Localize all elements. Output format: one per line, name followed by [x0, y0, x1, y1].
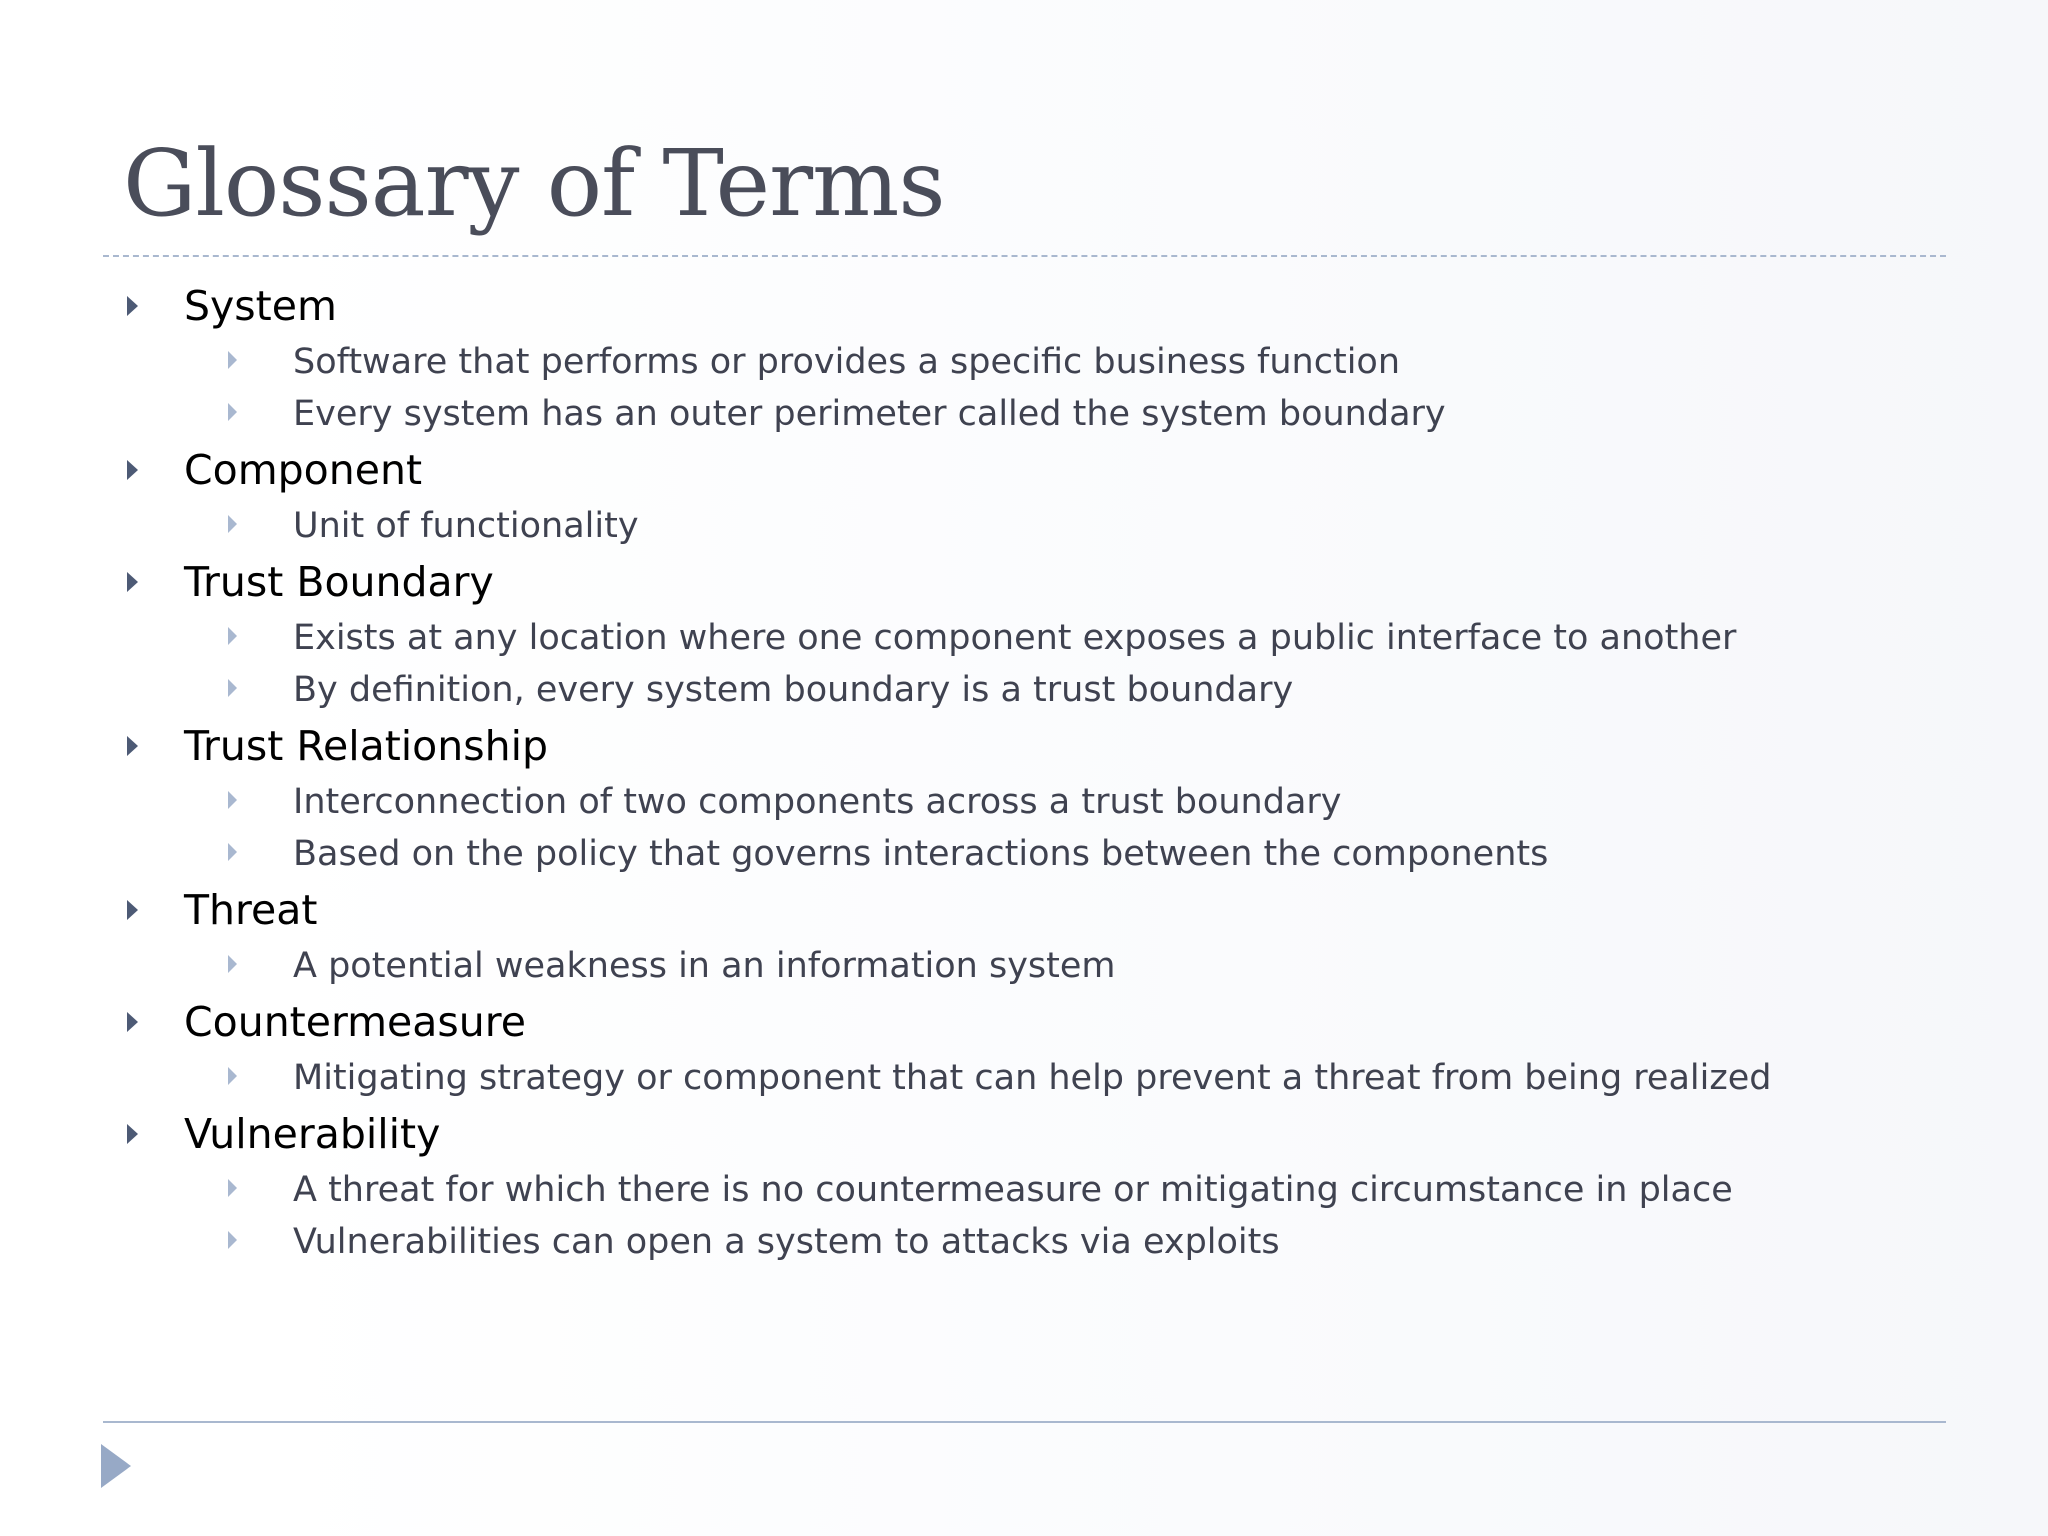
- term-bullet-icon: [127, 900, 138, 920]
- glossary-term: Trust Boundary: [184, 558, 494, 606]
- definition-bullet-icon: [228, 515, 237, 533]
- term-bullet-icon: [127, 296, 138, 316]
- glossary-definition: Mitigating strategy or component that can help prevent a threat from being realized: [293, 1058, 1772, 1098]
- term-bullet-icon: [127, 572, 138, 592]
- definition-bullet-icon: [228, 1067, 237, 1085]
- glossary-term: System: [184, 282, 337, 330]
- glossary-term: Countermeasure: [184, 998, 526, 1046]
- definition-bullet-icon: [228, 955, 237, 973]
- glossary-definition: Software that performs or provides a specific business function: [293, 342, 1401, 382]
- glossary-definition: A threat for which there is no countermeasure or mitigating circumstance in place: [293, 1170, 1733, 1210]
- glossary-definition: By definition, every system boundary is a trust boundary: [293, 670, 1294, 710]
- glossary-definition: Every system has an outer perimeter called the system boundary: [293, 394, 1446, 434]
- glossary-definition: Vulnerabilities can open a system to attacks via exploits: [293, 1222, 1280, 1262]
- definition-bullet-icon: [228, 843, 237, 861]
- glossary-term: Trust Relationship: [184, 722, 549, 770]
- glossary-term: Threat: [184, 886, 318, 934]
- glossary-term: Component: [184, 446, 423, 494]
- term-bullet-icon: [127, 1012, 138, 1032]
- glossary-definition: Exists at any location where one component exposes a public interface to another: [293, 618, 1737, 658]
- slide-title: Glossary of Terms: [123, 130, 945, 237]
- definition-bullet-icon: [228, 791, 237, 809]
- definition-bullet-icon: [228, 1231, 237, 1249]
- glossary-definition: Interconnection of two components across a trust boundary: [293, 782, 1342, 822]
- term-bullet-icon: [127, 736, 138, 756]
- footer-divider: [103, 1421, 1946, 1423]
- glossary-definition: Unit of functionality: [293, 506, 639, 546]
- definition-bullet-icon: [228, 627, 237, 645]
- glossary-definition: A potential weakness in an information system: [293, 946, 1116, 986]
- term-bullet-icon: [127, 460, 138, 480]
- term-bullet-icon: [127, 1124, 138, 1144]
- glossary-term: Vulnerability: [184, 1110, 441, 1158]
- play-arrow-icon[interactable]: [101, 1444, 131, 1488]
- definition-bullet-icon: [228, 351, 237, 369]
- definition-bullet-icon: [228, 1179, 237, 1197]
- definition-bullet-icon: [228, 403, 237, 421]
- glossary-definition: Based on the policy that governs interactions between the components: [293, 834, 1549, 874]
- definition-bullet-icon: [228, 679, 237, 697]
